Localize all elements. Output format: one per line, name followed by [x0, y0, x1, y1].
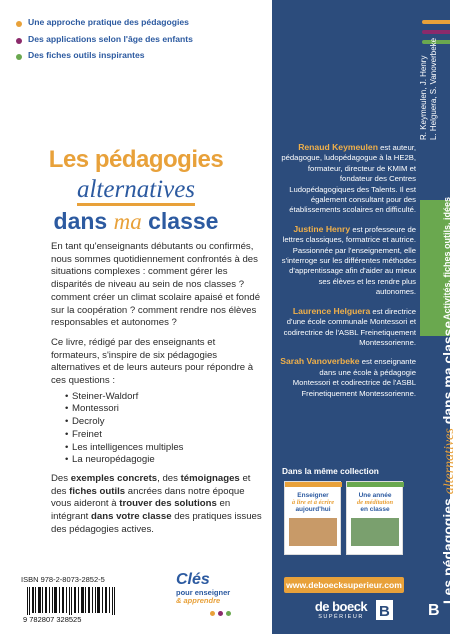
- author-bios: [280, 142, 416, 407]
- bold-text: exemples concrets: [70, 472, 158, 484]
- book-title-line1: Les pédagogies: [48, 146, 224, 173]
- text: Des: [51, 472, 71, 484]
- text: des pratiques issues des pédagogies actives.: [51, 511, 262, 535]
- book-title: [289, 492, 337, 513]
- isbn: ISBN 978-2-8073-2852-5: [21, 575, 105, 584]
- author-bio-text: est auteur, pédagogue, ludopédagogue à la HE2B, formateur, directeur de KMIM et fondateur des Centres Ludopédagogiques des Talents. Il est également consultant pour des établissements scolaires en difficulté.: [281, 143, 416, 215]
- list-item: • Montessori: [65, 403, 266, 416]
- book-title-line: de méditation: [356, 499, 394, 506]
- book-title-line: Une année: [358, 492, 392, 499]
- book-strip: [347, 482, 404, 487]
- spine-authors: [419, 38, 439, 140]
- text: et des: [51, 472, 251, 497]
- spine-publisher-logo: B: [428, 602, 440, 619]
- publisher-sub: SUPÉRIEUR: [318, 614, 364, 620]
- blurb-paragraph: Ce livre, rédigé par des enseignants et formateurs, s'inspire de six pédagogies alternatives et de leurs auteurs pour répondre à ces questions :: [51, 336, 254, 387]
- book-title-line2: [0, 176, 272, 204]
- series-logo-dots-icon: [210, 611, 231, 616]
- spine-title-text: Les pédagogies: [440, 494, 456, 604]
- text: ancrées dans notre époque vous aideront à: [51, 485, 245, 510]
- pedagogy-list: [65, 391, 266, 467]
- publisher-b-logo-icon: [376, 600, 393, 620]
- feature-item: [16, 34, 196, 45]
- barcode-digits: 9 782807 328525: [23, 615, 82, 624]
- series-logo: [176, 571, 266, 621]
- bold-text: témoignages: [180, 472, 240, 484]
- author-name: Renaud Keymeulen: [298, 142, 378, 152]
- author-bio: [280, 224, 416, 298]
- feature-text: Des fiches outils inspirantes: [28, 50, 145, 60]
- collection-label: Dans la même collection: [282, 466, 379, 476]
- book-title-line: à lire et à écrire: [291, 499, 335, 506]
- author-bio: [280, 142, 416, 216]
- author-bio-text: est enseignante dans une école à pédagogie Montessori et codirectrice de l'ASBL Freinetiquement Montessorienne.: [292, 357, 416, 398]
- author-bio-text: est professeure de lettres classiques, formatrice et autrice. Passionnée par l'enseignement, elle s'interroge sur les différentes méthodes d'apprentissage afin d'aider au mieux ses élèves et les rendre plus autonomes.: [281, 224, 416, 297]
- feature-item: [16, 50, 196, 61]
- collection-book-cover[interactable]: [346, 481, 403, 555]
- blurb: [51, 241, 266, 543]
- author-name: Justine Henry: [293, 223, 351, 234]
- bold-text: fiches outils: [69, 485, 126, 497]
- title-word-ma: ma: [113, 209, 142, 234]
- book-title-line: Enseigner: [297, 492, 329, 499]
- bold-text: dans votre classe: [91, 511, 172, 523]
- bullet-dot-icon: [16, 21, 22, 27]
- publisher-name: de boeck: [314, 599, 368, 614]
- text: , des: [157, 472, 181, 484]
- svg-text:B: B: [379, 603, 390, 620]
- author-name: Laurence Helguera: [292, 305, 371, 316]
- spine-authors-line: R. Keymeulen, J. Henry: [419, 55, 428, 140]
- collection-book-cover[interactable]: [284, 481, 341, 555]
- title-word: classe: [141, 208, 219, 234]
- series-logo-word: Clés: [176, 571, 210, 588]
- spine-title-text: dans ma classe: [440, 320, 456, 429]
- barcode-icon: [21, 587, 127, 623]
- feature-list: [16, 17, 196, 67]
- publisher-logo: [308, 599, 374, 620]
- book-title: [351, 492, 399, 513]
- author-bio: [280, 306, 416, 349]
- book-title-alternatives: alternatives: [77, 176, 195, 206]
- author-bio: [280, 356, 416, 399]
- book-strip: [285, 482, 342, 487]
- list-item: • Decroly: [65, 416, 266, 429]
- title-word: dans: [53, 208, 114, 234]
- spine-subtitle: Activités, fiches outils, idées: [442, 196, 452, 320]
- spine-title-alt: alternatives: [442, 428, 457, 495]
- bullet-dot-icon: [16, 54, 22, 60]
- feature-item: [16, 17, 196, 28]
- list-item: • Steiner-Waldorf: [65, 391, 266, 404]
- text: en intégrant: [51, 498, 231, 523]
- blurb-paragraph: [51, 473, 266, 537]
- author-name: Sarah Vanoverbeke: [280, 356, 360, 367]
- book-photo: [289, 518, 337, 546]
- series-logo-line: pour enseigner: [176, 588, 231, 597]
- website-link[interactable]: www.deboecksuperieur.com: [284, 577, 404, 593]
- book-title-line: aujourd'hui: [295, 506, 331, 513]
- book-title-line: en classe: [360, 506, 390, 513]
- book-photo: [351, 518, 399, 546]
- list-item: • Freinet: [65, 429, 266, 442]
- bullet-dot-icon: [16, 38, 22, 44]
- bold-text: trouver des solutions: [119, 498, 217, 510]
- author-bio-text: est directrice d'une école communale Montessori et codirectrice de l'ASBL Freinetiquement Montessorienne.: [283, 306, 416, 347]
- series-logo-line: & apprendre: [176, 596, 221, 605]
- feature-text: Des applications selon l'âge des enfants: [28, 33, 193, 44]
- spine-title: [440, 321, 458, 604]
- spine-authors-line: L. Helguera, S. Vanoverbeke: [429, 37, 438, 140]
- book-title-line3: [0, 208, 272, 235]
- back-cover-right: [272, 0, 457, 634]
- list-item: • Les intelligences multiples: [65, 442, 266, 455]
- feature-text: Une approche pratique des pédagogies: [28, 17, 189, 27]
- blurb-paragraph: En tant qu'enseignants débutants ou confirmés, nous sommes quotidiennement confrontés à des situations complexes : comment gérer les disparités de niveau au sein de nos classes ? comment créer un climat scolaire apaisé et fondé sur la coopération ? comment rendre nos élèves responsables et autonomes ?: [51, 241, 261, 329]
- list-item: • La neuropédagogie: [65, 454, 266, 467]
